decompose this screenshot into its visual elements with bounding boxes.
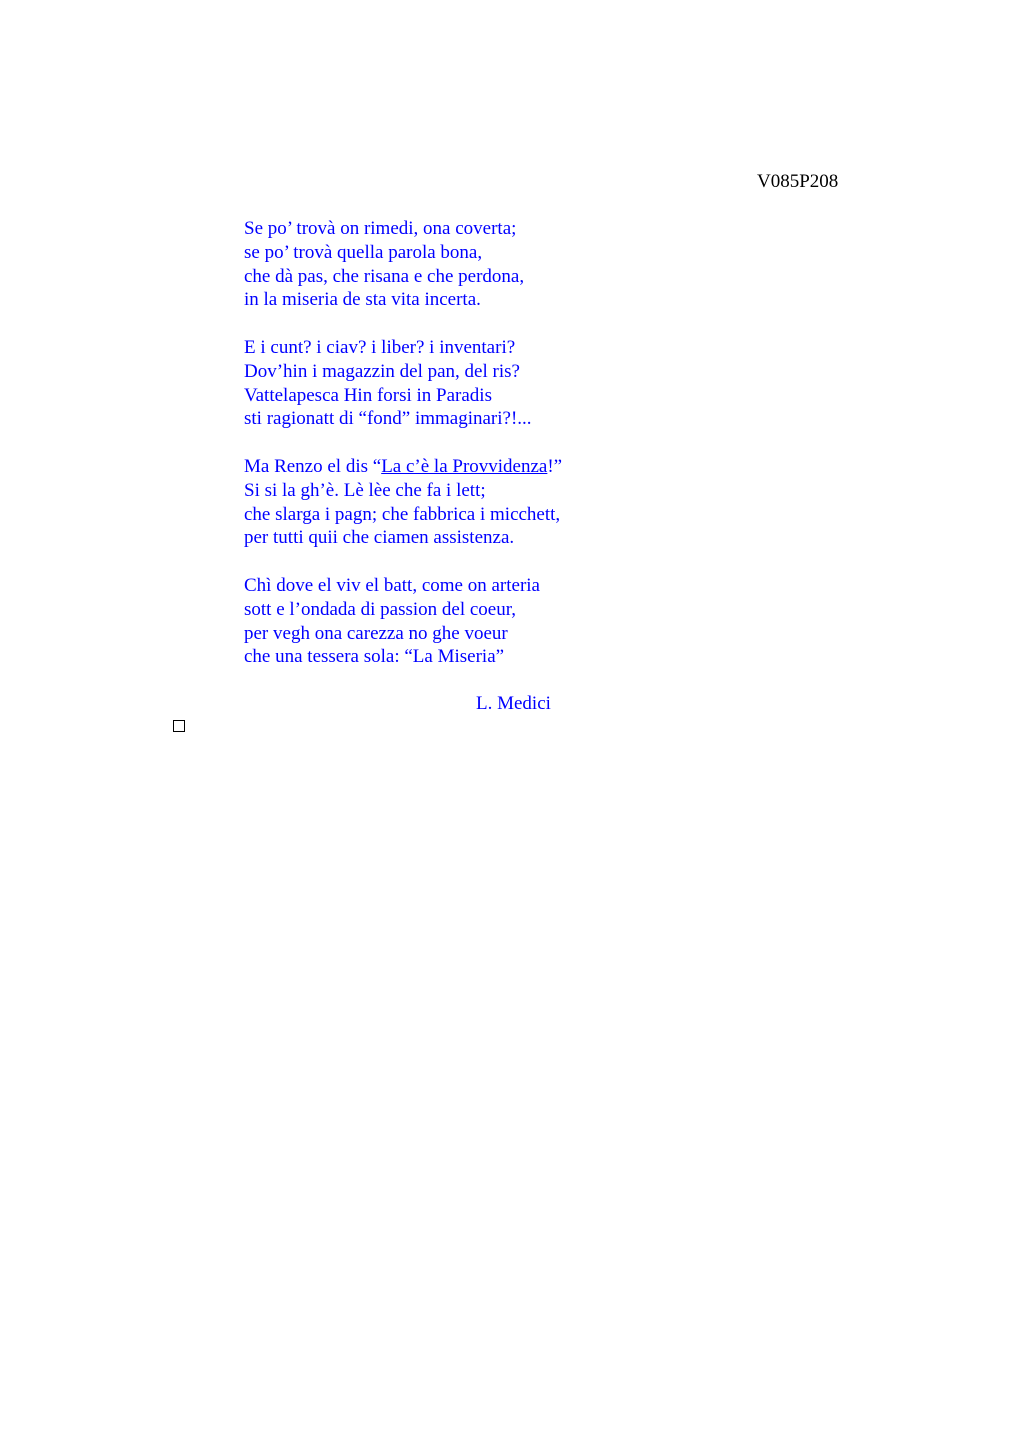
stanza-1 — [244, 217, 664, 312]
poem-line: che una tessera sola: “La Miseria” — [244, 646, 505, 668]
stanza-3 — [244, 455, 664, 550]
poem-line: sott e l’ondada di passion del coeur, — [244, 598, 517, 620]
signature: L. Medici — [476, 693, 551, 714]
poem-line: per tutti quii che ciamen assistenza. — [244, 527, 515, 549]
stanza-2 — [244, 336, 664, 431]
poem-line: Chì dove el viv el batt, come on arteria — [244, 574, 540, 596]
poem-line: Si si la gh’è. Lè lèe che fa i lett; — [244, 479, 486, 501]
empty-square-icon — [173, 720, 185, 732]
poem-line: Se po’ trovà on rimedi, ona coverta; — [244, 218, 517, 239]
poem-line: se po’ trovà quella parola bona, — [244, 241, 483, 263]
poem — [244, 217, 664, 693]
page-id: V085P208 — [757, 171, 839, 192]
poem-line-text: !” — [547, 455, 563, 477]
poem-line — [244, 455, 664, 479]
poem-line: che dà pas, che risana e che perdona, — [244, 265, 525, 287]
poem-line: Dov’hin i magazzin del pan, del ris? — [244, 360, 520, 382]
poem-line: Vattelapesca Hin forsi in Paradis — [244, 384, 492, 406]
stanza-4 — [244, 574, 664, 669]
provvidenza-link[interactable]: La c’è la Provvidenza — [381, 455, 548, 477]
poem-line: per vegh ona carezza no ghe voeur — [244, 622, 508, 644]
poem-line: che slarga i pagn; che fabbrica i micchett, — [244, 503, 561, 525]
poem-line: E i cunt? i ciav? i liber? i inventari? — [244, 336, 516, 358]
poem-line: in la miseria de sta vita incerta. — [244, 289, 481, 311]
poem-line-text: Ma Renzo el dis “ — [244, 455, 382, 477]
poem-line: sti ragionatt di “fond” immaginari?!... — [244, 408, 532, 430]
